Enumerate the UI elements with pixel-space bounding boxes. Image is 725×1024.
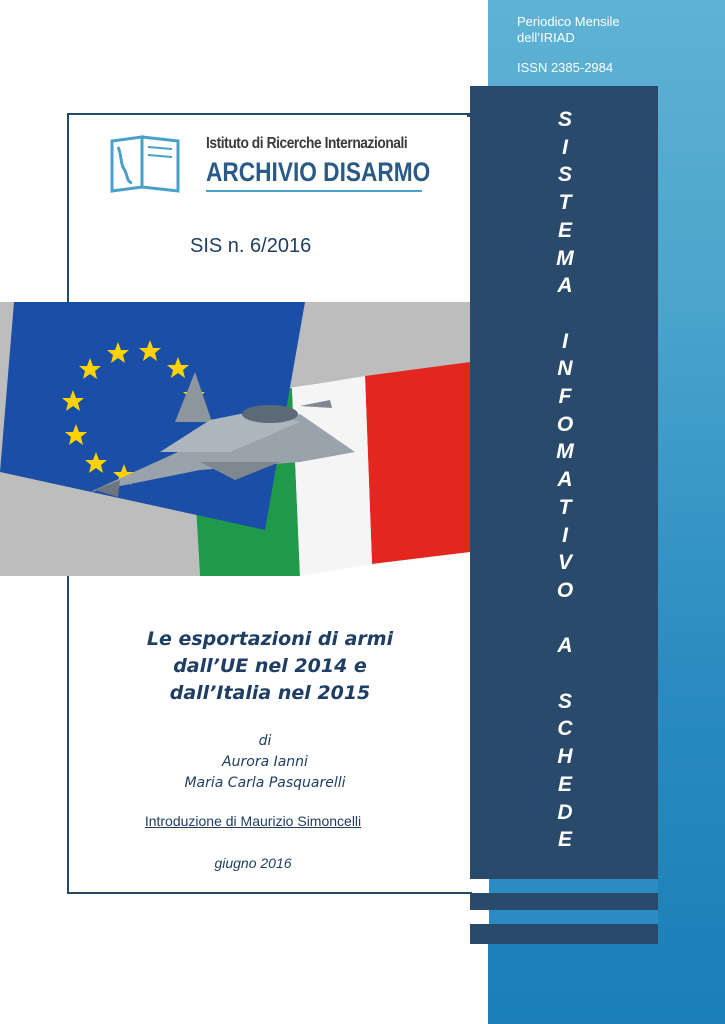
iriad-logo xyxy=(108,133,431,195)
publication-date: giugno 2016 xyxy=(214,855,292,871)
title-line: dall’UE nel 2014 e xyxy=(173,655,367,677)
cover-frame-corner xyxy=(467,113,470,117)
book-logo-icon xyxy=(108,133,182,193)
title-line: Le esportazioni di armi xyxy=(146,628,394,650)
series-vertical-title: S I S T E M A I N F O M A T I V O A S C H E D E xyxy=(556,108,574,852)
logo-underline xyxy=(206,190,422,192)
issue-number: SIS n. 6/2016 xyxy=(190,235,312,257)
decor-stripe-white xyxy=(470,910,489,924)
introduction-credit: Introduzione di Maurizio Simoncelli xyxy=(144,813,362,829)
author-name: Aurora Ianni xyxy=(222,754,308,770)
issn-label: ISSN 2385-2984 xyxy=(517,60,614,75)
decor-stripe-blue xyxy=(489,910,658,924)
cover-image xyxy=(0,302,470,576)
document-title xyxy=(100,626,440,707)
decor-stripe-blue xyxy=(489,879,658,893)
logo-institute-name: Istituto di Ricerche Internazionali xyxy=(206,135,408,152)
title-line: dall’Italia nel 2015 xyxy=(169,682,371,704)
author-name: Maria Carla Pasquarelli xyxy=(184,775,346,791)
by-label: di xyxy=(258,733,272,749)
logo-archive-name: ARCHIVIO DISARMO xyxy=(206,157,431,187)
periodical-label: Periodico Mensile dell’IRIAD xyxy=(517,14,620,45)
decor-stripe-white xyxy=(470,879,489,893)
flags-jet-illustration xyxy=(0,302,470,576)
